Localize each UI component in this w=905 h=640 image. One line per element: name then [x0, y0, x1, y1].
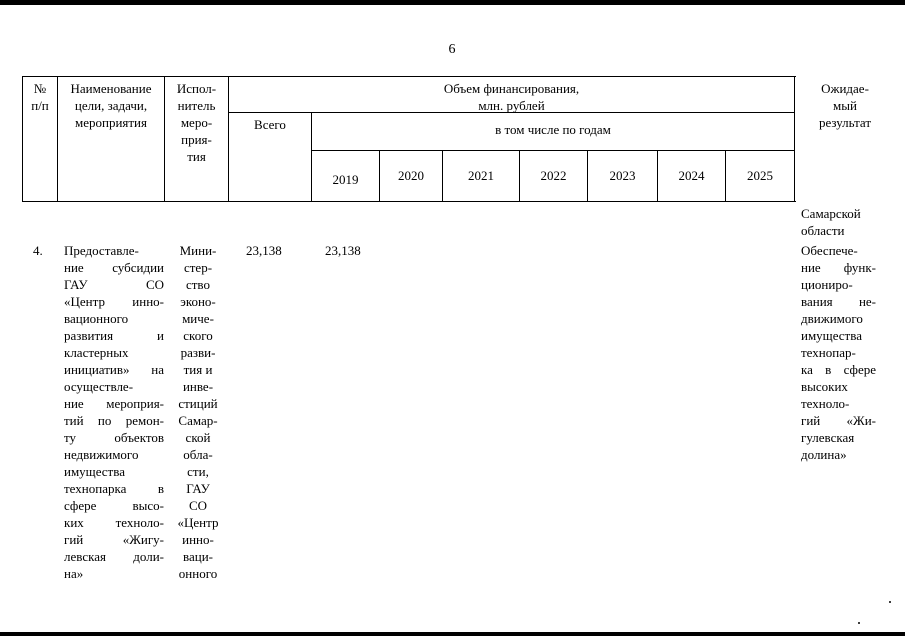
scan-speck	[858, 622, 860, 624]
year-2020-header: 2020	[398, 168, 424, 183]
row-number: 4.	[33, 243, 43, 258]
year-2019-header: 2019	[332, 172, 359, 187]
year-2021-header: 2021	[468, 168, 494, 183]
page-number: 6	[448, 42, 456, 57]
year-2023-header: 2023	[609, 168, 636, 183]
year-2025-header: 2025	[747, 168, 773, 183]
scan-speck	[889, 601, 891, 603]
row-executor-cell: Мини- стер- ство эконо- миче- ского разви- тия и инве- стиций Самар- ской обла- сти, ГАУ СО «Центр инно- ваци- онного	[177, 243, 219, 581]
year-2022-header: 2022	[540, 168, 567, 183]
top-border	[0, 0, 905, 5]
col-total-header: Всего	[254, 117, 286, 132]
row-total-value: 23,138	[246, 243, 282, 258]
col-num-header: № п/п	[31, 81, 49, 113]
row-result-cell: Обеспече- ние функ- циониро- вания не- движимого имущества технопар- ка в сфере высоких техноло- гий «Жи- гулевская долина»	[801, 243, 876, 462]
by-years-header: в том числе по годам	[495, 122, 611, 137]
col-executor-header: Испол- нитель меро- прия- тия	[176, 81, 217, 164]
carryover-result: Самарской области	[801, 206, 861, 238]
row-2019-value: 23,138	[325, 243, 361, 258]
col-name-header: Наименование цели, задачи, мероприятия	[70, 81, 152, 130]
col-result-header: Ожидае- мый результат	[818, 81, 872, 130]
bottom-border	[0, 632, 905, 636]
funding-header: Объем финансирования, млн. рублей	[443, 81, 580, 113]
year-2024-header: 2024	[678, 168, 705, 183]
row-name-cell: Предоставле- ние субсидии ГАУ СО «Центр инно- вационного развития и кластерных инициатив» на осуществле- ние мероприя- тий по ремон- ту объектов недвижимого имущества технопарка в сфере высо- ких техноло- гий «Жигу- левская доли- на»	[64, 243, 164, 581]
table-header	[22, 76, 872, 202]
